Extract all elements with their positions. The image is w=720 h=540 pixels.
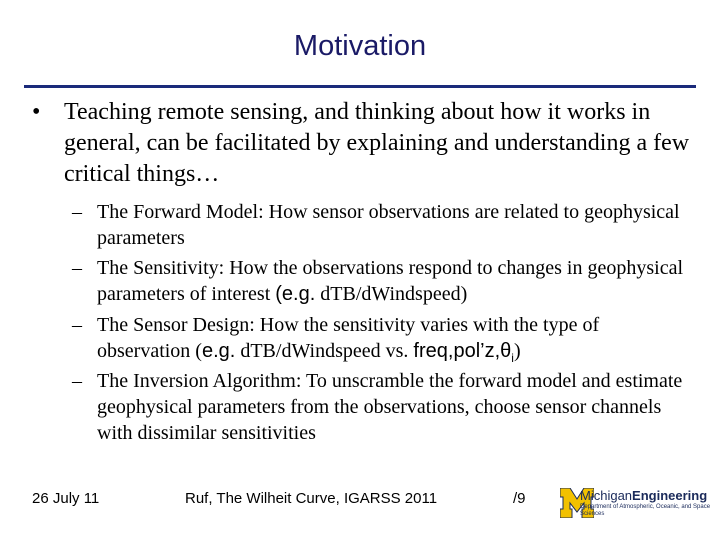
main-bullet-text: Teaching remote sensing, and thinking about how it works in general, can be facilitated by explaining and understanding a few critical things…: [64, 99, 690, 187]
dash-mark: –: [72, 257, 82, 279]
footer-page-number: /9: [513, 490, 526, 507]
logo-wordmark: MichiganEngineering: [580, 488, 708, 503]
bullet-mark: •: [32, 99, 41, 125]
footer-center: Ruf, The Wilheit Curve, IGARSS 2011: [185, 490, 438, 507]
title-divider: [24, 85, 696, 88]
dash-mark: –: [72, 370, 82, 392]
dash-mark: –: [72, 201, 82, 223]
sub-bullet-text: The Inversion Algorithm: To unscramble the forward model and estimate geophysical parameters from the observations, choose sensor channels with dissimilar sensitivities: [97, 370, 683, 444]
footer-date: 26 July 11: [32, 490, 100, 507]
logo-department: Department of Atmospheric, Oceanic, and Space Sciences: [580, 504, 711, 517]
sub-bullet-text: The Sensor Design: How the sensitivity varies with the type of observation (e.g. dTB/dWindspeed vs. $freq,pol’z,\theta_i$): [97, 314, 600, 365]
michigan-engineering-logo: [560, 486, 720, 532]
dash-mark: –: [72, 314, 82, 336]
sub-bullet-text: The Sensitivity: How the observations respond to changes in geophysical parameters of interest (e.g. dTB/dWindspeed): [97, 257, 684, 305]
slide-title: Motivation: [293, 30, 427, 62]
sub-bullet-text: The Forward Model: How sensor observations are related to geophysical parameters: [97, 201, 680, 249]
